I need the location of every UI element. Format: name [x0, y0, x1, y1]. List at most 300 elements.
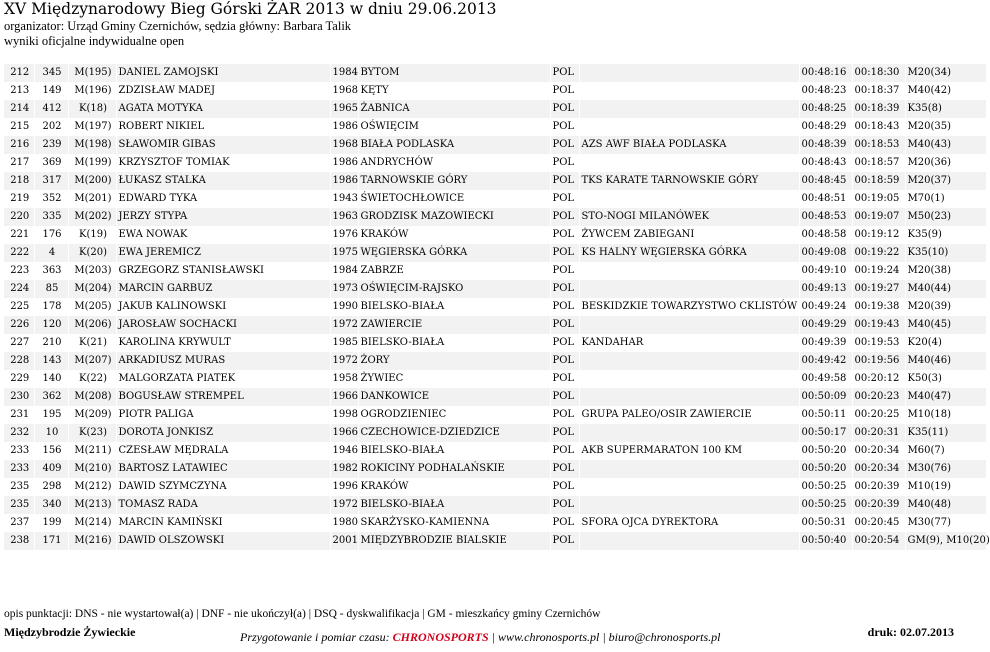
age-category-cell: M40(46)	[905, 352, 986, 370]
age-category-cell: M70(1)	[905, 190, 986, 208]
age-category-cell: K20(4)	[905, 334, 986, 352]
time-diff-cell: 00:18:59	[852, 172, 905, 190]
place-cell: 225	[4, 298, 34, 316]
time-cell: 00:48:43	[799, 154, 852, 172]
time-cell: 00:50:11	[799, 406, 852, 424]
table-row	[4, 262, 986, 280]
age-category-cell: M40(45)	[905, 316, 986, 334]
birth-year-cell: 1966	[330, 424, 358, 442]
results-body	[4, 64, 990, 550]
runner-name-cell: BOGUSŁAW STREMPEL	[116, 388, 330, 406]
club-cell: BESKIDZKIE TOWARZYSTWO CKLISTÓW	[579, 298, 799, 316]
age-category-cell: M20(39)	[905, 298, 986, 316]
time-diff-cell: 00:18:37	[852, 82, 905, 100]
place-cell: 232	[4, 424, 34, 442]
age-category-cell: M20(36)	[905, 154, 986, 172]
table-row	[4, 334, 986, 352]
age-category-cell: M10(18)	[905, 406, 986, 424]
city-cell: KRAKÓW	[358, 226, 550, 244]
category-place-cell: M(197)	[68, 118, 116, 136]
club-cell	[579, 82, 799, 100]
runner-name-cell: ZDZISŁAW MADEJ	[116, 82, 330, 100]
age-category-cell: M40(47)	[905, 388, 986, 406]
category-place-cell: K(23)	[68, 424, 116, 442]
table-row	[4, 298, 986, 316]
bib-cell: 140	[34, 370, 68, 388]
club-cell: KS HALNY WĘGIERSKA GÓRKA	[579, 244, 799, 262]
club-cell: SFORA OJCA DYREKTORA	[579, 514, 799, 532]
category-place-cell: M(207)	[68, 352, 116, 370]
birth-year-cell: 1984	[330, 262, 358, 280]
city-cell: CZECHOWICE-DZIEDZICE	[358, 424, 550, 442]
place-cell: 223	[4, 262, 34, 280]
city-cell: ŻORY	[358, 352, 550, 370]
time-cell: 00:49:13	[799, 280, 852, 298]
time-diff-cell: 00:19:43	[852, 316, 905, 334]
category-place-cell: M(196)	[68, 82, 116, 100]
bib-cell: 298	[34, 478, 68, 496]
runner-name-cell: MARCIN GARBUZ	[116, 280, 330, 298]
bib-cell: 335	[34, 208, 68, 226]
timing-suffix: | www.chronosports.pl | biuro@chronosports.pl	[488, 630, 721, 644]
bib-cell: 362	[34, 388, 68, 406]
time-cell: 00:50:25	[799, 496, 852, 514]
place-cell: 231	[4, 406, 34, 424]
age-category-cell: K35(11)	[905, 424, 986, 442]
club-cell	[579, 280, 799, 298]
bib-cell: 363	[34, 262, 68, 280]
country-cell: POL	[550, 136, 579, 154]
age-category-cell: K35(8)	[905, 100, 986, 118]
table-row	[4, 496, 986, 514]
bib-cell: 10	[34, 424, 68, 442]
age-category-cell: M40(48)	[905, 496, 986, 514]
club-cell	[579, 388, 799, 406]
birth-year-cell: 2001	[330, 532, 358, 550]
category-place-cell: K(20)	[68, 244, 116, 262]
time-cell: 00:49:10	[799, 262, 852, 280]
timing-prefix: Przygotowanie i pomiar czasu:	[240, 630, 393, 644]
table-row	[4, 316, 986, 334]
event-location: Międzybrodzie Żywieckie	[4, 625, 136, 639]
club-cell: GRUPA PALEO/OSIR ZAWIERCIE	[579, 406, 799, 424]
country-cell: POL	[550, 298, 579, 316]
club-cell: AZS AWF BIAŁA PODLASKA	[579, 136, 799, 154]
club-cell	[579, 100, 799, 118]
time-diff-cell: 00:18:53	[852, 136, 905, 154]
club-cell: ŻYWCEM ZABIEGANI	[579, 226, 799, 244]
bib-cell: 195	[34, 406, 68, 424]
bib-cell: 178	[34, 298, 68, 316]
time-cell: 00:48:16	[799, 64, 852, 82]
table-row	[4, 244, 986, 262]
club-cell: AKB SUPERMARATON 100 KM	[579, 442, 799, 460]
birth-year-cell: 1975	[330, 244, 358, 262]
city-cell: TARNOWSKIE GÓRY	[358, 172, 550, 190]
city-cell: ROKICINY PODHALAŃSKIE	[358, 460, 550, 478]
country-cell: POL	[550, 496, 579, 514]
results-subtitle: wyniki oficjalne indywidualne open	[4, 34, 185, 48]
time-diff-cell: 00:19:24	[852, 262, 905, 280]
table-row	[4, 64, 986, 82]
organizer-line: organizator: Urząd Gminy Czernichów, sędzia główny: Barbara Talik	[4, 19, 352, 33]
birth-year-cell: 1968	[330, 82, 358, 100]
country-cell: POL	[550, 478, 579, 496]
chronosports-logo: CHRONOSPORTS	[392, 630, 489, 644]
city-cell: BYTOM	[358, 64, 550, 82]
time-cell: 00:49:24	[799, 298, 852, 316]
birth-year-cell: 1972	[330, 316, 358, 334]
bib-cell: 199	[34, 514, 68, 532]
birth-year-cell: 1986	[330, 118, 358, 136]
age-category-cell: M40(43)	[905, 136, 986, 154]
runner-name-cell: EDWARD TYKA	[116, 190, 330, 208]
table-row	[4, 100, 986, 118]
age-category-cell: M50(23)	[905, 208, 986, 226]
bib-cell: 239	[34, 136, 68, 154]
time-cell: 00:48:45	[799, 172, 852, 190]
club-cell	[579, 154, 799, 172]
time-cell: 00:50:40	[799, 532, 852, 550]
birth-year-cell: 1946	[330, 442, 358, 460]
country-cell: POL	[550, 514, 579, 532]
age-category-cell: K35(9)	[905, 226, 986, 244]
place-cell: 218	[4, 172, 34, 190]
time-diff-cell: 00:20:12	[852, 370, 905, 388]
age-category-cell: M60(7)	[905, 442, 986, 460]
country-cell: POL	[550, 154, 579, 172]
city-cell: KRAKÓW	[358, 478, 550, 496]
country-cell: POL	[550, 316, 579, 334]
category-place-cell: M(213)	[68, 496, 116, 514]
birth-year-cell: 1973	[330, 280, 358, 298]
category-place-cell: M(206)	[68, 316, 116, 334]
time-cell: 00:49:42	[799, 352, 852, 370]
club-cell	[579, 118, 799, 136]
place-cell: 217	[4, 154, 34, 172]
country-cell: POL	[550, 424, 579, 442]
birth-year-cell: 1943	[330, 190, 358, 208]
bib-cell: 120	[34, 316, 68, 334]
place-cell: 224	[4, 280, 34, 298]
city-cell: ŚWIETOCHŁOWICE	[358, 190, 550, 208]
category-place-cell: K(19)	[68, 226, 116, 244]
age-category-cell: M40(44)	[905, 280, 986, 298]
birth-year-cell: 1986	[330, 172, 358, 190]
birth-year-cell: 1980	[330, 514, 358, 532]
country-cell: POL	[550, 460, 579, 478]
place-cell: 237	[4, 514, 34, 532]
timing-credit	[240, 630, 720, 645]
club-cell	[579, 64, 799, 82]
club-cell	[579, 460, 799, 478]
report-header	[4, 0, 497, 49]
birth-year-cell: 1963	[330, 208, 358, 226]
time-cell: 00:48:51	[799, 190, 852, 208]
time-cell: 00:50:20	[799, 442, 852, 460]
place-cell: 220	[4, 208, 34, 226]
country-cell: POL	[550, 82, 579, 100]
age-category-cell: M40(42)	[905, 82, 986, 100]
city-cell: ZABRZE	[358, 262, 550, 280]
runner-name-cell: JERZY STYPA	[116, 208, 330, 226]
club-cell	[579, 370, 799, 388]
bib-cell: 369	[34, 154, 68, 172]
bib-cell: 156	[34, 442, 68, 460]
country-cell: POL	[550, 352, 579, 370]
age-category-cell: K50(3)	[905, 370, 986, 388]
time-cell: 00:48:53	[799, 208, 852, 226]
runner-name-cell: DAWID OLSZOWSKI	[116, 532, 330, 550]
table-row	[4, 514, 986, 532]
bib-cell: 149	[34, 82, 68, 100]
table-row	[4, 532, 986, 550]
table-row	[4, 82, 986, 100]
table-row	[4, 172, 986, 190]
time-diff-cell: 00:20:34	[852, 442, 905, 460]
time-diff-cell: 00:19:12	[852, 226, 905, 244]
bib-cell: 352	[34, 190, 68, 208]
country-cell: POL	[550, 226, 579, 244]
category-place-cell: M(200)	[68, 172, 116, 190]
country-cell: POL	[550, 388, 579, 406]
category-place-cell: M(214)	[68, 514, 116, 532]
time-cell: 00:50:09	[799, 388, 852, 406]
table-row	[4, 460, 986, 478]
club-cell: KANDAHAR	[579, 334, 799, 352]
bib-cell: 340	[34, 496, 68, 514]
city-cell: BIELSKO-BIAŁA	[358, 442, 550, 460]
country-cell: POL	[550, 172, 579, 190]
birth-year-cell: 1966	[330, 388, 358, 406]
place-cell: 214	[4, 100, 34, 118]
birth-year-cell: 1996	[330, 478, 358, 496]
city-cell: MIĘDZYBRODZIE BIALSKIE	[358, 532, 550, 550]
table-row	[4, 406, 986, 424]
bib-cell: 412	[34, 100, 68, 118]
country-cell: POL	[550, 118, 579, 136]
time-cell: 00:48:23	[799, 82, 852, 100]
runner-name-cell: CZESŁAW MĘDRALA	[116, 442, 330, 460]
time-diff-cell: 00:20:23	[852, 388, 905, 406]
runner-name-cell: EWA NOWAK	[116, 226, 330, 244]
place-cell: 213	[4, 82, 34, 100]
club-cell	[579, 496, 799, 514]
table-row	[4, 388, 986, 406]
age-category-cell: M30(77)	[905, 514, 986, 532]
place-cell: 222	[4, 244, 34, 262]
time-cell: 00:49:58	[799, 370, 852, 388]
country-cell: POL	[550, 532, 579, 550]
club-cell	[579, 478, 799, 496]
time-cell: 00:48:58	[799, 226, 852, 244]
bib-cell: 210	[34, 334, 68, 352]
table-row	[4, 424, 986, 442]
age-category-cell: GM(9), M10(20)	[905, 532, 986, 550]
runner-name-cell: DANIEL ZAMOJSKI	[116, 64, 330, 82]
runner-name-cell: AGATA MOTYKA	[116, 100, 330, 118]
category-place-cell: M(202)	[68, 208, 116, 226]
scoring-legend: opis punktacji: DNS - nie wystartował(a) | DNF - nie ukończył(a) | DSQ - dyskwalifikacja | GM - mieszkańcy gminy Czernichów	[4, 608, 601, 620]
time-diff-cell: 00:20:39	[852, 478, 905, 496]
table-row	[4, 154, 986, 172]
table-row	[4, 190, 986, 208]
table-row	[4, 208, 986, 226]
club-cell	[579, 190, 799, 208]
city-cell: SKARŻYSKO-KAMIENNA	[358, 514, 550, 532]
country-cell: POL	[550, 442, 579, 460]
birth-year-cell: 1972	[330, 496, 358, 514]
place-cell: 226	[4, 316, 34, 334]
place-cell: 215	[4, 118, 34, 136]
runner-name-cell: ŁUKASZ STALKA	[116, 172, 330, 190]
table-row	[4, 442, 986, 460]
club-cell	[579, 262, 799, 280]
time-diff-cell: 00:20:31	[852, 424, 905, 442]
club-cell	[579, 424, 799, 442]
bib-cell: 4	[34, 244, 68, 262]
runner-name-cell: SŁAWOMIR GIBAS	[116, 136, 330, 154]
place-cell: 229	[4, 370, 34, 388]
birth-year-cell: 1998	[330, 406, 358, 424]
category-place-cell: M(209)	[68, 406, 116, 424]
birth-year-cell: 1984	[330, 64, 358, 82]
place-cell: 233	[4, 442, 34, 460]
time-cell: 00:50:20	[799, 460, 852, 478]
runner-name-cell: ROBERT NIKIEL	[116, 118, 330, 136]
country-cell: POL	[550, 262, 579, 280]
runner-name-cell: MALGORZATA PIATEK	[116, 370, 330, 388]
age-category-cell: M20(37)	[905, 172, 986, 190]
place-cell: 238	[4, 532, 34, 550]
city-cell: ZAWIERCIE	[358, 316, 550, 334]
table-row	[4, 226, 986, 244]
bib-cell: 202	[34, 118, 68, 136]
city-cell: ŻYWIEC	[358, 370, 550, 388]
runner-name-cell: DOROTA JONKISZ	[116, 424, 330, 442]
age-category-cell: M10(19)	[905, 478, 986, 496]
category-place-cell: K(22)	[68, 370, 116, 388]
category-place-cell: M(212)	[68, 478, 116, 496]
age-category-cell: M30(76)	[905, 460, 986, 478]
city-cell: BIAŁA PODLASKA	[358, 136, 550, 154]
print-date: druk: 02.07.2013	[867, 625, 954, 639]
category-place-cell: M(205)	[68, 298, 116, 316]
bib-cell: 171	[34, 532, 68, 550]
city-cell: BIELSKO-BIAŁA	[358, 334, 550, 352]
city-cell: OGRODZIENIEC	[358, 406, 550, 424]
time-diff-cell: 00:19:53	[852, 334, 905, 352]
country-cell: POL	[550, 370, 579, 388]
time-diff-cell: 00:19:27	[852, 280, 905, 298]
runner-name-cell: KRZYSZTOF TOMIAK	[116, 154, 330, 172]
runner-name-cell: MARCIN KAMIŃSKI	[116, 514, 330, 532]
birth-year-cell: 1965	[330, 100, 358, 118]
results-table	[4, 64, 990, 550]
runner-name-cell: JAKUB KALINOWSKI	[116, 298, 330, 316]
place-cell: 235	[4, 478, 34, 496]
club-cell: STO-NOGI MILANÓWEK	[579, 208, 799, 226]
time-cell: 00:48:29	[799, 118, 852, 136]
runner-name-cell: DAWID SZYMCZYNA	[116, 478, 330, 496]
table-row	[4, 136, 986, 154]
time-diff-cell: 00:19:22	[852, 244, 905, 262]
time-cell: 00:49:39	[799, 334, 852, 352]
category-place-cell: K(21)	[68, 334, 116, 352]
place-cell: 216	[4, 136, 34, 154]
time-cell: 00:50:25	[799, 478, 852, 496]
time-diff-cell: 00:19:56	[852, 352, 905, 370]
place-cell: 219	[4, 190, 34, 208]
country-cell: POL	[550, 100, 579, 118]
place-cell: 212	[4, 64, 34, 82]
category-place-cell: M(199)	[68, 154, 116, 172]
place-cell: 233	[4, 460, 34, 478]
city-cell: ANDRYCHÓW	[358, 154, 550, 172]
time-cell: 00:49:08	[799, 244, 852, 262]
category-place-cell: M(198)	[68, 136, 116, 154]
age-category-cell: M20(34)	[905, 64, 986, 82]
country-cell: POL	[550, 334, 579, 352]
birth-year-cell: 1985	[330, 334, 358, 352]
category-place-cell: M(216)	[68, 532, 116, 550]
category-place-cell: M(208)	[68, 388, 116, 406]
time-cell: 00:48:25	[799, 100, 852, 118]
time-cell: 00:50:31	[799, 514, 852, 532]
age-category-cell: M20(38)	[905, 262, 986, 280]
birth-year-cell: 1958	[330, 370, 358, 388]
table-row	[4, 280, 986, 298]
city-cell: BIELSKO-BIAŁA	[358, 298, 550, 316]
runner-name-cell: PIOTR PALIGA	[116, 406, 330, 424]
city-cell: DANKOWICE	[358, 388, 550, 406]
time-diff-cell: 00:18:57	[852, 154, 905, 172]
runner-name-cell: TOMASZ RADA	[116, 496, 330, 514]
city-cell: ŻABNICA	[358, 100, 550, 118]
bib-cell: 317	[34, 172, 68, 190]
bib-cell: 345	[34, 64, 68, 82]
country-cell: POL	[550, 190, 579, 208]
bib-cell: 85	[34, 280, 68, 298]
bib-cell: 409	[34, 460, 68, 478]
time-diff-cell: 00:19:05	[852, 190, 905, 208]
time-diff-cell: 00:19:07	[852, 208, 905, 226]
time-diff-cell: 00:20:34	[852, 460, 905, 478]
club-cell	[579, 532, 799, 550]
city-cell: KĘTY	[358, 82, 550, 100]
country-cell: POL	[550, 244, 579, 262]
time-cell: 00:48:39	[799, 136, 852, 154]
city-cell: GRODZISK MAZOWIECKI	[358, 208, 550, 226]
birth-year-cell: 1990	[330, 298, 358, 316]
country-cell: POL	[550, 208, 579, 226]
runner-name-cell: JAROSŁAW SOCHACKI	[116, 316, 330, 334]
runner-name-cell: EWA JEREMICZ	[116, 244, 330, 262]
category-place-cell: M(210)	[68, 460, 116, 478]
category-place-cell: M(211)	[68, 442, 116, 460]
time-cell: 00:50:17	[799, 424, 852, 442]
time-diff-cell: 00:20:45	[852, 514, 905, 532]
place-cell: 230	[4, 388, 34, 406]
table-row	[4, 352, 986, 370]
runner-name-cell: KAROLINA KRYWULT	[116, 334, 330, 352]
table-row	[4, 370, 986, 388]
city-cell: OŚWIĘCIM-RAJSKO	[358, 280, 550, 298]
age-category-cell: M20(35)	[905, 118, 986, 136]
time-diff-cell: 00:20:25	[852, 406, 905, 424]
category-place-cell: M(195)	[68, 64, 116, 82]
category-place-cell: M(203)	[68, 262, 116, 280]
